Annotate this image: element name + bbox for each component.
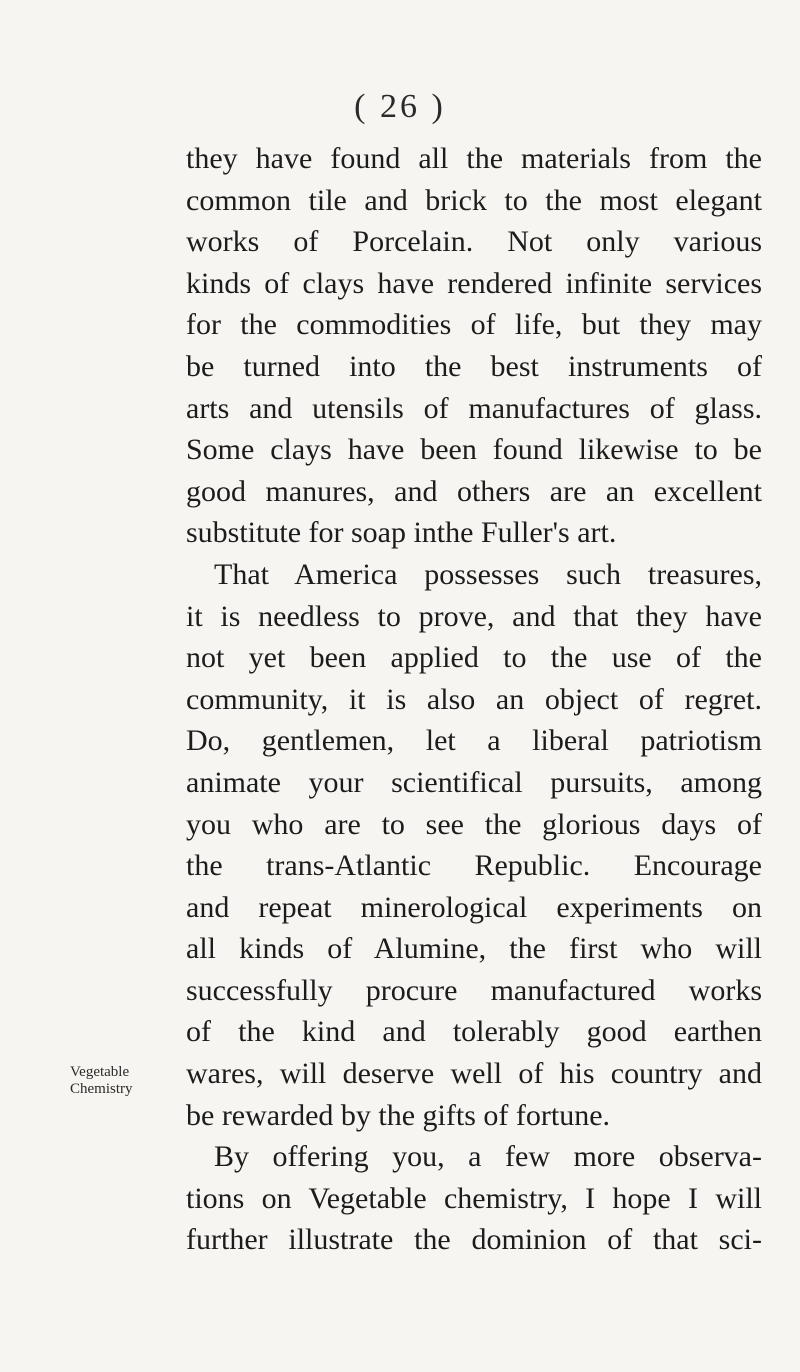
text-line: By offering you, a few more observa- xyxy=(214,1140,762,1174)
margin-note-line-2: Chemistry xyxy=(70,1081,133,1097)
text-line: of the kind and tolerably good earthen xyxy=(186,1015,762,1049)
text-line: kinds of clays have rendered infinite services xyxy=(186,266,762,300)
text-line: wares, will deserve well of his country and xyxy=(186,1057,762,1091)
body-text xyxy=(186,138,762,1261)
text-line: good manures, and others are an excellent xyxy=(186,474,762,508)
text-line: for the commodities of life, but they may xyxy=(186,308,762,342)
text-line: they have found all the materials from the xyxy=(186,142,762,175)
page-number: ( 26 ) xyxy=(354,88,446,125)
text-line: be rewarded by the gifts of fortune. xyxy=(186,1098,611,1132)
text-line: it is needless to prove, and that they have xyxy=(186,599,762,633)
text-line: tions on Vegetable chemistry, I hope I will xyxy=(186,1181,762,1215)
text-line: animate your scientifical pursuits, among xyxy=(186,765,762,799)
text-line: all kinds of Alumine, the first who will xyxy=(186,932,762,966)
text-line: That America possesses such treasures, xyxy=(214,557,762,591)
text-line: works of Porcelain. Not only various xyxy=(186,225,762,259)
text-line: community, it is also an object of regret. xyxy=(186,682,762,716)
text-line: further illustrate the dominion of that sci- xyxy=(186,1223,762,1257)
text-line: successfully procure manufactured works xyxy=(186,973,762,1007)
text-line: not yet been applied to the use of the xyxy=(186,641,762,675)
text-line: the trans-Atlantic Republic. Encourage xyxy=(186,849,762,883)
margin-note-line-1: Vegetable xyxy=(70,1064,130,1080)
text-line: and repeat minerological experiments on xyxy=(186,890,762,924)
text-line: arts and utensils of manufactures of glass. xyxy=(186,391,762,425)
text-line: Some clays have been found likewise to be xyxy=(186,433,762,467)
text-line: substitute for soap inthe Fuller's art. xyxy=(186,516,617,550)
text-line: be turned into the best instruments of xyxy=(186,349,762,383)
text-line: you who are to see the glorious days of xyxy=(186,807,762,841)
text-line: Do, gentlemen, let a liberal patriotism xyxy=(186,724,762,758)
margin-note xyxy=(70,1064,156,1098)
text-line: common tile and brick to the most elegant xyxy=(186,183,762,217)
